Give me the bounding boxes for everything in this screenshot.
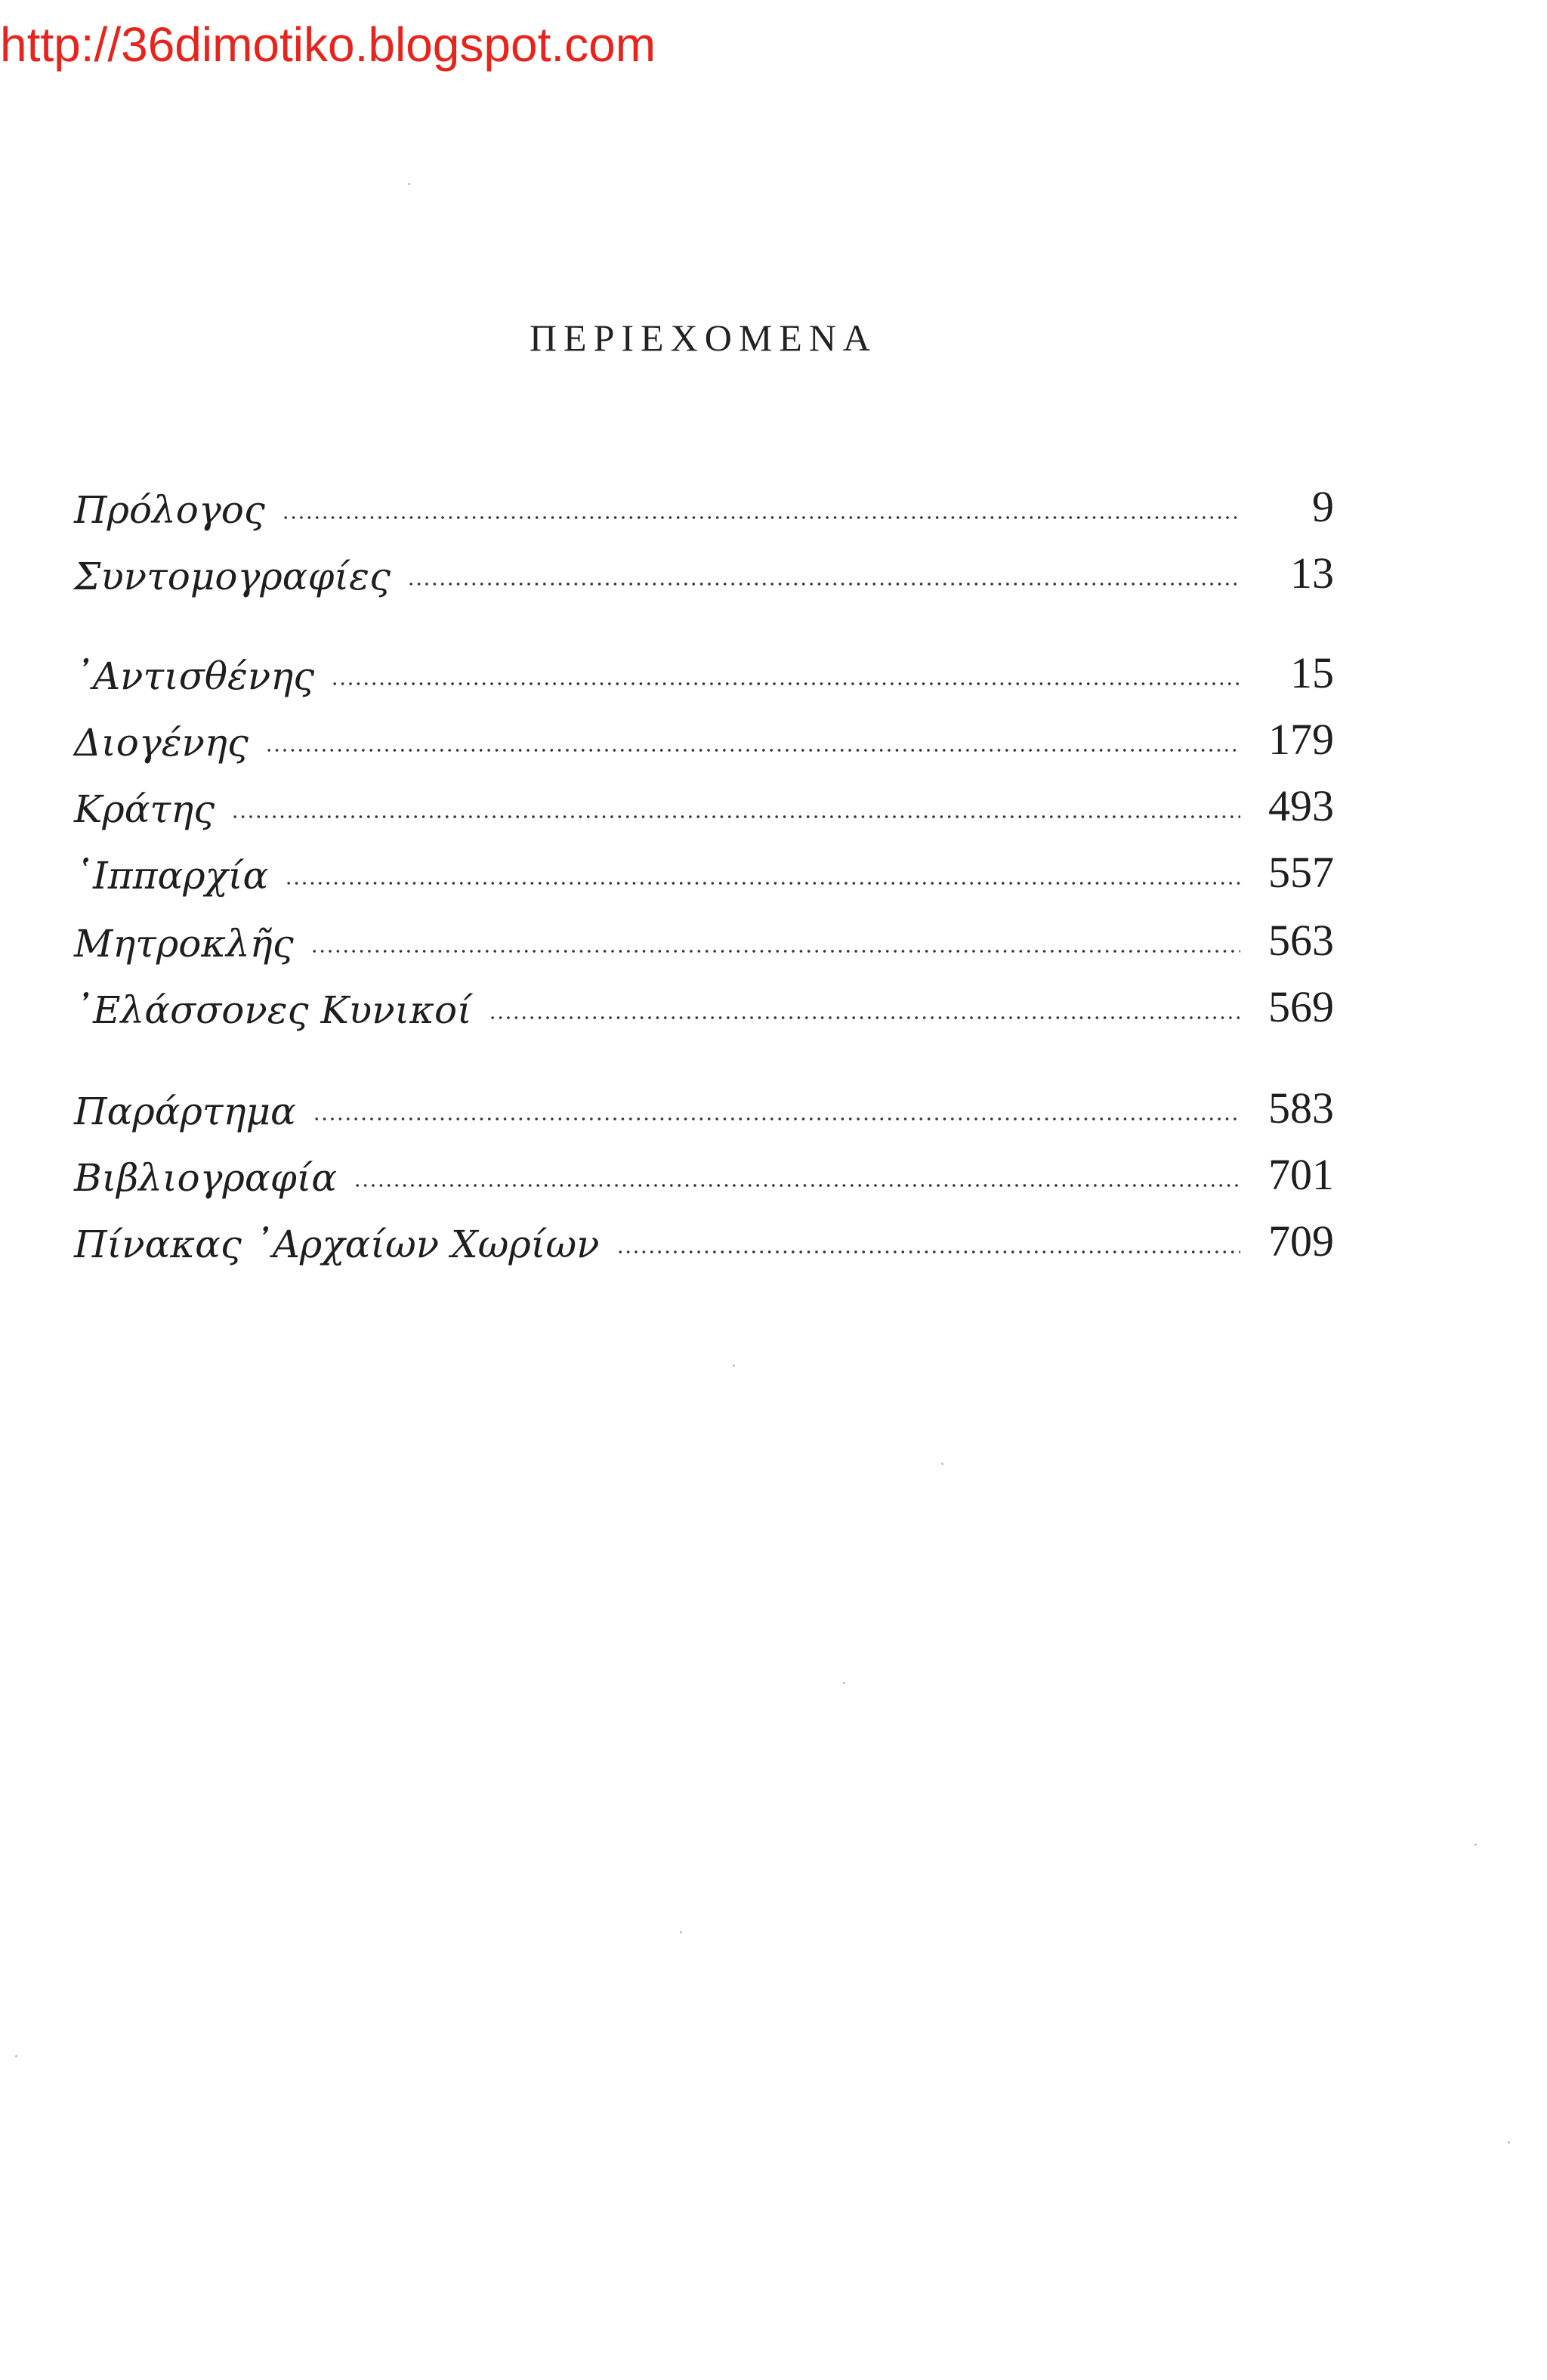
toc-entry-label: ῾Ιππαρχία [74, 854, 269, 898]
toc-entry [74, 701, 1334, 765]
toc-entry-label: Μητροκλῆς [74, 922, 294, 966]
toc-entry-label: Συντομογραφίες [74, 555, 391, 598]
toc-entry-label: Βιβλιογραφία [74, 1156, 338, 1200]
toc-entry [74, 635, 1334, 698]
dot-leader [313, 1117, 1240, 1121]
dot-leader [354, 1183, 1240, 1188]
toc-entry-page: 563 [1268, 916, 1334, 965]
toc-entry-label: ᾿Ελάσσονες Κυνικοί [74, 988, 472, 1032]
scan-speck [941, 1463, 943, 1465]
toc-entry [74, 834, 1334, 898]
toc-entry-page: 493 [1268, 781, 1334, 830]
scan-speck [680, 1931, 682, 1933]
scan-speck [733, 1365, 735, 1367]
toc-entry-page: 701 [1268, 1150, 1334, 1199]
dot-leader [331, 682, 1240, 686]
toc-entry [74, 768, 1334, 831]
toc-entry-page: 709 [1268, 1216, 1334, 1266]
toc-entry [74, 1203, 1334, 1266]
dot-leader [285, 881, 1240, 886]
toc-entry-label: Κράτης [74, 787, 215, 831]
toc-entry [74, 1070, 1334, 1133]
dot-leader [407, 582, 1240, 586]
scan-speck [843, 1682, 845, 1684]
toc-entry-label: Πίνακας ᾿Αρχαίων Χωρίων [74, 1222, 600, 1266]
toc-entry [74, 1136, 1334, 1200]
toc-entry-label: Παράρτημα [74, 1090, 296, 1133]
toc-entry-page: 179 [1268, 715, 1334, 764]
scan-speck [15, 2055, 17, 2057]
dot-leader [231, 814, 1240, 819]
toc-entry-page: 569 [1268, 982, 1334, 1031]
watermark-url: http://36dimotiko.blogspot.com [0, 17, 656, 72]
toc-entry-page: 13 [1290, 549, 1334, 598]
table-of-contents [74, 0, 1334, 2380]
toc-entry [74, 535, 1334, 598]
toc-entry-page: 9 [1312, 482, 1334, 531]
scan-speck [408, 183, 410, 185]
dot-leader [282, 515, 1240, 520]
dot-leader [489, 1015, 1240, 1020]
toc-entry [74, 468, 1334, 532]
toc-entry-page: 583 [1268, 1083, 1334, 1133]
scan-speck [1508, 2141, 1510, 2144]
scan-speck [1474, 1844, 1477, 1846]
dot-leader [616, 1250, 1240, 1254]
dot-leader [265, 748, 1240, 753]
page-title: ΠΕΡΙΕΧΟΜΕΝΑ [529, 317, 878, 359]
toc-entry-label: ᾿Αντισθένης [74, 654, 315, 698]
toc-entry-label: Πρόλογος [74, 488, 265, 532]
toc-entry-label: Διογένης [74, 721, 249, 765]
toc-entry-page: 15 [1290, 648, 1334, 697]
toc-entry-page: 557 [1268, 848, 1334, 897]
toc-entry [74, 902, 1334, 966]
dot-leader [310, 949, 1240, 954]
toc-entry [74, 969, 1334, 1032]
